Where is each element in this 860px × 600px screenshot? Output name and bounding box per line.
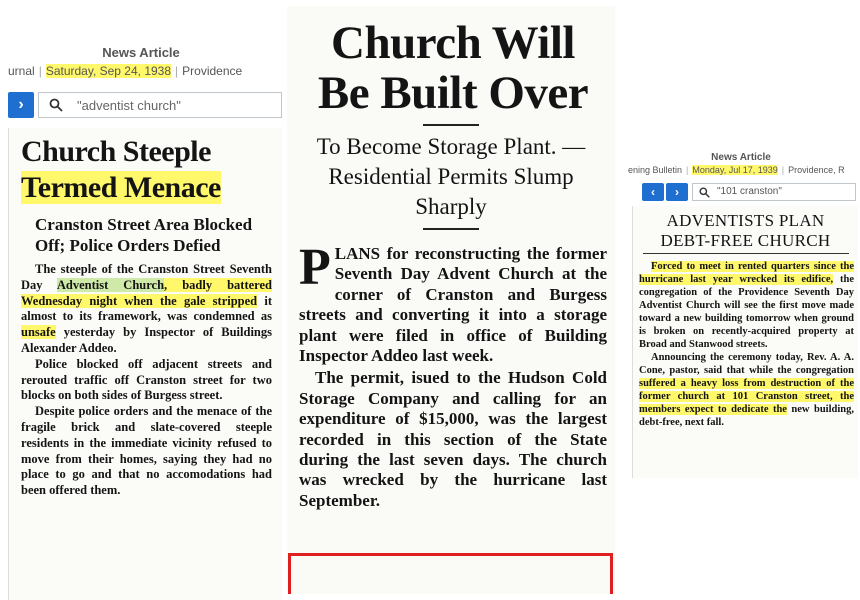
search-icon [49, 98, 63, 112]
article-meta: ening Bulletin | Monday, Jul 17, 1939 | Providence, R [628, 165, 845, 175]
headline [21, 134, 282, 206]
headline-line: Termed Menace [21, 171, 221, 204]
highlight-callout-box [288, 553, 613, 594]
newspaper-clipping [287, 6, 615, 594]
previous-button[interactable] [642, 183, 664, 201]
right-article-panel [622, 148, 860, 478]
subheadline: To Become Storage Plant. —Residential Permits Slump Sharply [316, 134, 586, 219]
headline [291, 18, 615, 118]
source-name: ening Bulletin [628, 165, 683, 175]
divider [643, 253, 849, 254]
middle-article-panel [283, 0, 621, 600]
search-icon [699, 187, 710, 198]
article-date: Monday, Jul 17, 1939 [692, 165, 778, 175]
article-location: Providence, R [788, 165, 845, 175]
next-button[interactable] [666, 183, 688, 201]
divider [423, 228, 479, 230]
search-input[interactable] [692, 183, 856, 201]
article-meta: urnal | Saturday, Sep 24, 1938 | Providence [8, 64, 243, 78]
drop-cap: P [299, 239, 331, 296]
chevron-left-icon: ‹ [651, 185, 655, 199]
panel-title: News Article [102, 45, 180, 60]
paragraph: The permit, isued to the Hudson Cold Storage Company and calling for an expenditure of $15,000, was the largest recorded in this section of the State during the last seven days. The church was wrecked by the hurricane last September. [299, 368, 607, 510]
article-location: Providence [182, 64, 243, 78]
paragraph: Forced to meet in rented quarters since the hurricane last year wrecked its edifice, the congregation of the Providence Seventh Day Adventist Church will see the first move made toward a new building tomorrow when ground is broken on recently-acquired property at Broad and Stanwood streets. [639, 261, 855, 350]
paragraph: Announcing the ceremony today, Rev. A. A. Cone, pastor, said that while the congregation suffered a heavy loss from destruction of the former church at 101 Cranston street, the members expect to dedicate the new building, debt-free, next fall. [639, 352, 854, 428]
paragraph: Despite police orders and the menace of the fragile brick and slate-covered steeple residents in the immediate vicinity refused to move from their homes, saying they had no place to go and that no accomodations had been offered them. [21, 404, 272, 498]
newspaper-clipping [632, 206, 858, 478]
headline-line: Church Will [331, 17, 575, 69]
article-body [299, 239, 607, 511]
paragraph: The steeple of the Cranston Street Seventh Day Adventist Church, badly battered Wednesday night when the gale stripped it almost to its framework, was condemned as unsafe yesterday by Inspector of Buildings Alexander Addeo. [21, 262, 272, 355]
search-query: "101 cranston" [717, 186, 782, 197]
source-name: urnal [8, 64, 35, 78]
next-button[interactable] [8, 92, 34, 118]
newspaper-clipping [8, 128, 282, 600]
headline-line: Church Steeple [21, 135, 211, 168]
headline [637, 211, 854, 251]
article-date: Saturday, Sep 24, 1938 [45, 64, 172, 78]
subheadline: Cranston Street Area Blocked Off; Police Orders Defied [35, 215, 253, 255]
paragraph: PLANS for reconstructing the former Seventh Day Advent Church at the corner of Cranston and Burgess streets and converting it into a storage plant were filed in office of Building Inspector Addeo last week. [299, 239, 607, 366]
panel-title: News Article [711, 152, 771, 163]
paragraph: Police blocked off adjacent streets and rerouted traffic off Cranston street for two blocks on both sides of Burgess street. [21, 356, 272, 403]
left-article-panel [0, 40, 282, 600]
chevron-right-icon: › [18, 96, 24, 113]
article-body [21, 262, 272, 499]
headline-line: ADVENTISTS PLAN [666, 211, 825, 230]
chevron-right-icon: › [675, 185, 679, 199]
headline-line: Be Built Over [317, 67, 589, 119]
article-body [639, 260, 854, 429]
search-input[interactable] [38, 92, 282, 118]
divider [423, 124, 479, 126]
headline-line: DEBT-FREE CHURCH [660, 231, 831, 250]
search-query: "adventist church" [77, 98, 181, 113]
